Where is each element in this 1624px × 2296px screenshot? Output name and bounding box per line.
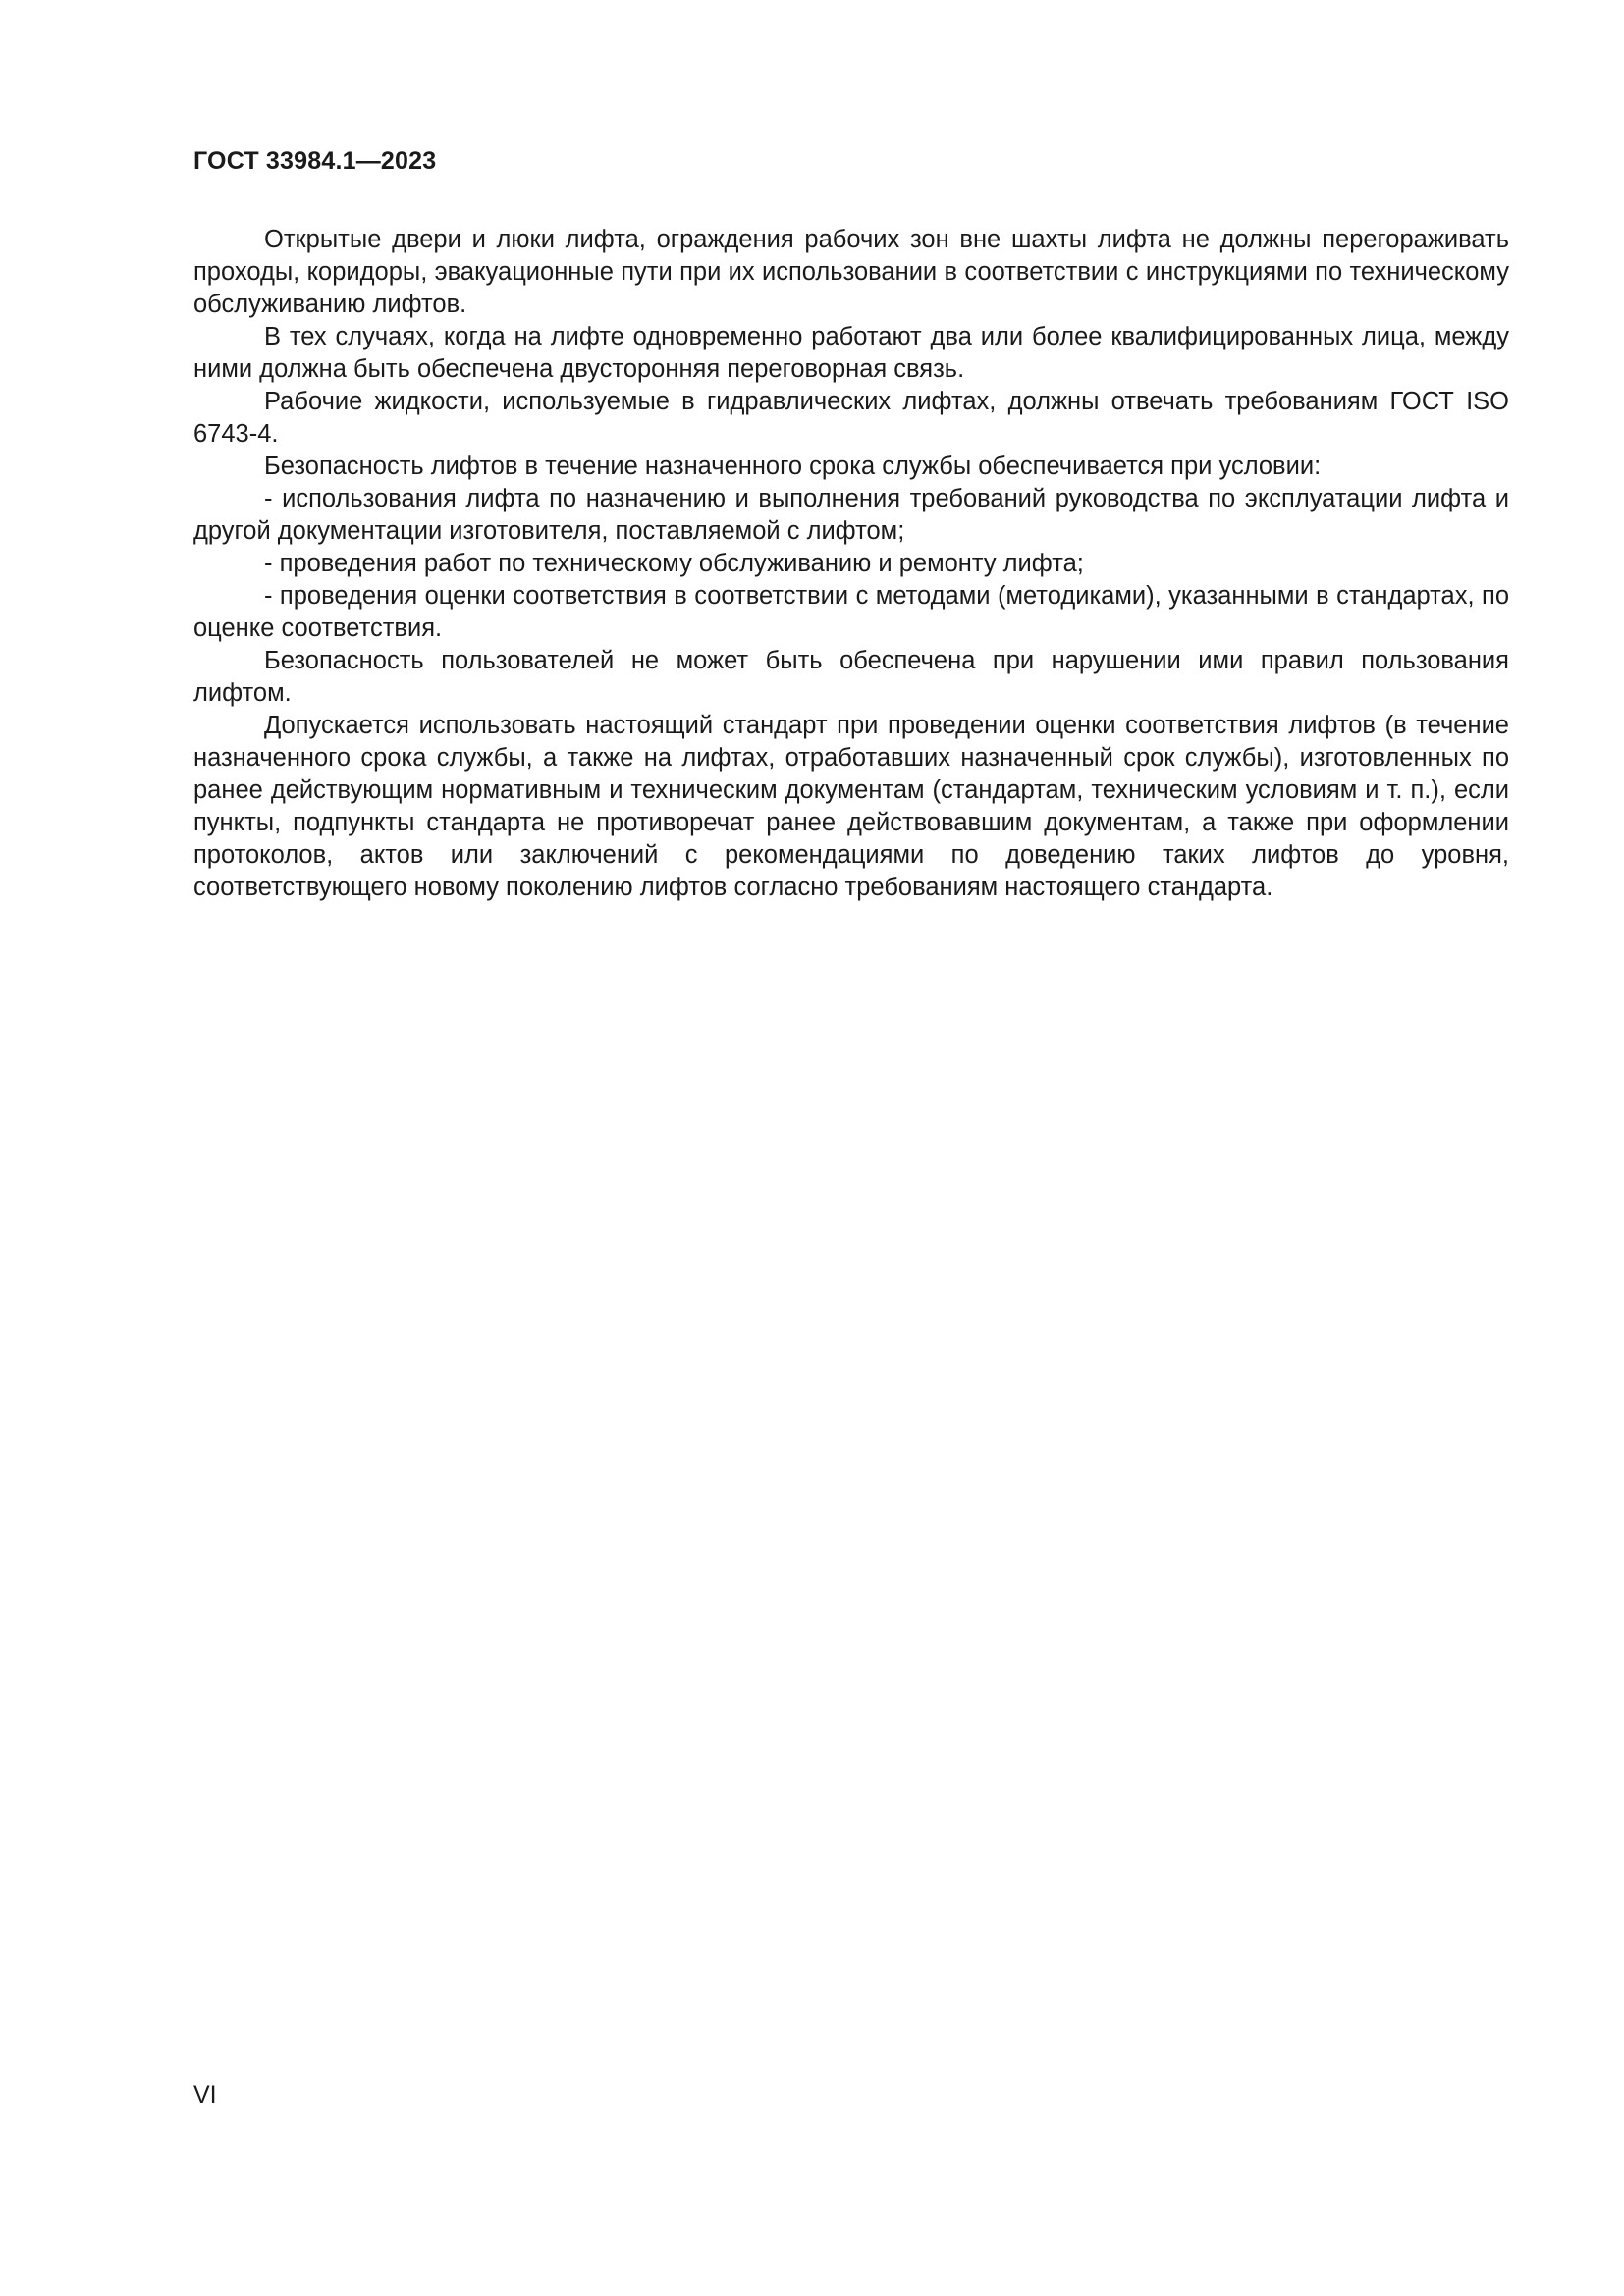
list-item-maintenance: - проведения работ по техническому обслуживанию и ремонту лифта; xyxy=(264,550,1084,577)
paragraph-user-safety: Безопасность пользователей не может быть обеспечена при нарушении ими правил пользования лифтом. xyxy=(193,647,1509,707)
paragraph-two-way-communication: В тех случаях, когда на лифте одновременно работают два или более квалифицированных лица, между ними должна быть обеспечена двусторонняя переговорная связь. xyxy=(193,323,1509,383)
paragraph-hydraulic-fluids: Рабочие жидкости, используемые в гидравлических лифтах, должны отвечать требованиям ГОСТ ISO 6743-4. xyxy=(193,388,1509,448)
page-number: VI xyxy=(193,2081,217,2109)
list-item-intended-use: - использования лифта по назначению и выполнения требований руководства по эксплуатации лифта и другой документации изготовителя, поставляемой с лифтом; xyxy=(193,485,1509,545)
document-body xyxy=(193,224,1509,904)
paragraph-safety-conditions: Безопасность лифтов в течение назначенного срока службы обеспечивается при условии: xyxy=(264,453,1322,480)
paragraph-open-doors: Открытые двери и люки лифта, ограждения рабочих зон вне шахты лифта не должны перегораживать проходы, коридоры, эвакуационные пути при их использовании в соответствии с инструкциями по техническому обслуживанию лифтов. xyxy=(193,226,1509,318)
paragraph-standard-application: Допускается использовать настоящий стандарт при проведении оценки соответствия лифтов (в течение назначенного срока службы, а также на лифтах, отработавших назначенный срок службы), изготовленных по ранее действующим нормативным и техническим документам (стандартам, техническим условиям и т. п.), если пункты, подпункты стандарта не противоречат ранее действовавшим документам, а также при оформлении протоколов, актов или заключений с рекомендациями по доведению таких лифтов до уровня, соответствующего новому поколению лифтов согласно требованиям настоящего стандарта. xyxy=(193,712,1509,901)
document-header: ГОСТ 33984.1—2023 xyxy=(193,147,437,175)
list-item-conformity-assessment: - проведения оценки соответствия в соответствии с методами (методиками), указанными в стандартах, по оценке соответствия. xyxy=(193,582,1509,642)
